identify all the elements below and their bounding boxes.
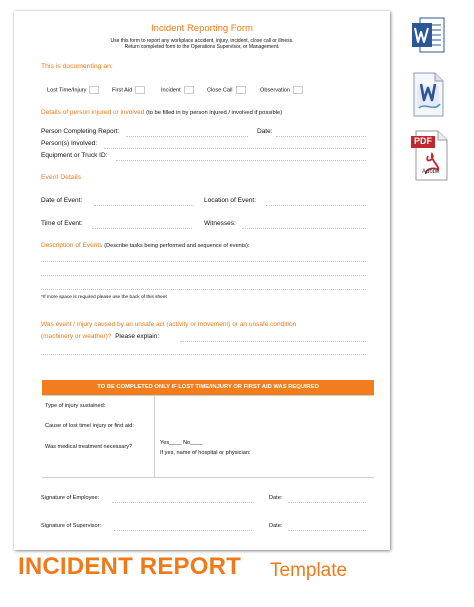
date-of-event-label: Date of Event: — [41, 197, 83, 204]
equipment-field[interactable] — [116, 160, 366, 161]
yes-no-field[interactable]: Yes____ No____ — [160, 440, 203, 446]
person-note: (to be filled in by person injured / involved if possible) — [146, 110, 283, 116]
form-page — [14, 11, 390, 550]
sig-employee-label: Signature of Employee: — [41, 495, 100, 501]
intro-line-1: Use this form to report any workplace accident, injury, incident, close call or illness. — [110, 38, 294, 44]
word-icon[interactable] — [411, 15, 445, 60]
documenting-heading: This is documenting an: — [41, 63, 113, 70]
person-heading: Details of person injured or involved — [41, 109, 145, 116]
persons-involved-label: Person(s) Involved: — [41, 140, 97, 147]
date-of-event-field[interactable] — [94, 205, 194, 206]
hospital-label: If yes, name of hospital or physician: — [160, 450, 251, 456]
type-observation[interactable]: Observation — [260, 86, 303, 94]
description-line[interactable] — [41, 261, 366, 262]
cause-question-line2: (machinery or weather)? — [41, 333, 112, 340]
checkbox[interactable] — [135, 86, 145, 94]
type-close-call[interactable]: Close Call — [207, 86, 246, 94]
type-lost-time[interactable]: Lost Time/Injury — [47, 86, 99, 94]
location-field[interactable] — [266, 205, 366, 206]
lost-time-banner: TO BE COMPLETED ONLY IF LOST TIME/INJURY OR FIRST AID WAS REQUIRED — [42, 380, 374, 395]
space-note: *If more space is required please use the back of this sheet — [41, 295, 167, 300]
footer-subtitle: Template — [270, 560, 348, 581]
date-field[interactable] — [276, 136, 366, 137]
footer-title: INCIDENT REPORT — [18, 553, 242, 580]
injury-type-label: Type of injury sustained: — [45, 403, 106, 409]
sig-supervisor-field[interactable] — [114, 530, 252, 531]
explain-field-2[interactable] — [41, 354, 366, 355]
checkbox[interactable] — [236, 86, 246, 94]
witnesses-field[interactable] — [242, 228, 366, 229]
medical-label: Was medical treatment necessary? — [45, 444, 133, 450]
pdf-label: PDF — [414, 136, 432, 146]
date-label-2: Date: — [269, 495, 283, 501]
checkbox[interactable] — [293, 86, 303, 94]
date-field-3[interactable] — [288, 530, 366, 531]
intro-line-2: Return completed form to the Operations Supervisor, or Management. — [124, 44, 280, 50]
cause-question-line1: Was event / injury caused by an unsafe act (activity or movement) or an unsafe condition — [41, 321, 297, 328]
date-label: Date: — [257, 128, 273, 135]
sig-supervisor-label: Signature of Supervisor: — [41, 523, 102, 529]
date-field-2[interactable] — [288, 502, 366, 503]
checkbox[interactable] — [89, 86, 99, 94]
pdf-brand: Adobe — [422, 169, 440, 175]
type-first-aid[interactable]: First Aid — [112, 86, 145, 94]
time-label: Time of Event: — [41, 220, 83, 227]
description-line[interactable] — [41, 289, 366, 290]
grid-divider — [42, 395, 374, 396]
person-heading-row — [41, 109, 282, 116]
person-completing-label: Person Completing Report: — [41, 128, 120, 135]
type-incident[interactable]: Incident — [161, 86, 194, 94]
date-label-3: Date: — [269, 523, 283, 529]
description-heading-row — [41, 242, 249, 249]
cause-question-row — [41, 333, 159, 340]
location-label: Location of Event: — [204, 197, 257, 204]
description-line[interactable] — [41, 275, 366, 276]
cause-lost-label: Cause of lost time/ injury or first aid: — [45, 423, 134, 429]
explain-label: Please explain: — [115, 333, 160, 340]
pdf-icon[interactable] — [410, 130, 450, 187]
description-heading: Description of Events — [41, 242, 103, 249]
grid-divider — [42, 477, 374, 478]
grid-divider — [154, 395, 155, 477]
explain-field[interactable] — [180, 341, 366, 342]
witnesses-label: Witnesses: — [204, 220, 236, 227]
event-heading: Event Details — [41, 174, 82, 181]
equipment-label: Equipment or Truck ID: — [41, 152, 108, 159]
word-doc-icon[interactable] — [410, 72, 446, 123]
checkbox[interactable] — [184, 86, 194, 94]
description-note: (Describe tasks being performed and sequence of events): — [104, 243, 250, 249]
time-field[interactable] — [92, 228, 192, 229]
persons-involved-field[interactable] — [104, 148, 366, 149]
person-completing-field[interactable] — [126, 136, 248, 137]
sig-employee-field[interactable] — [112, 502, 252, 503]
form-title: Incident Reporting Form — [151, 23, 253, 34]
